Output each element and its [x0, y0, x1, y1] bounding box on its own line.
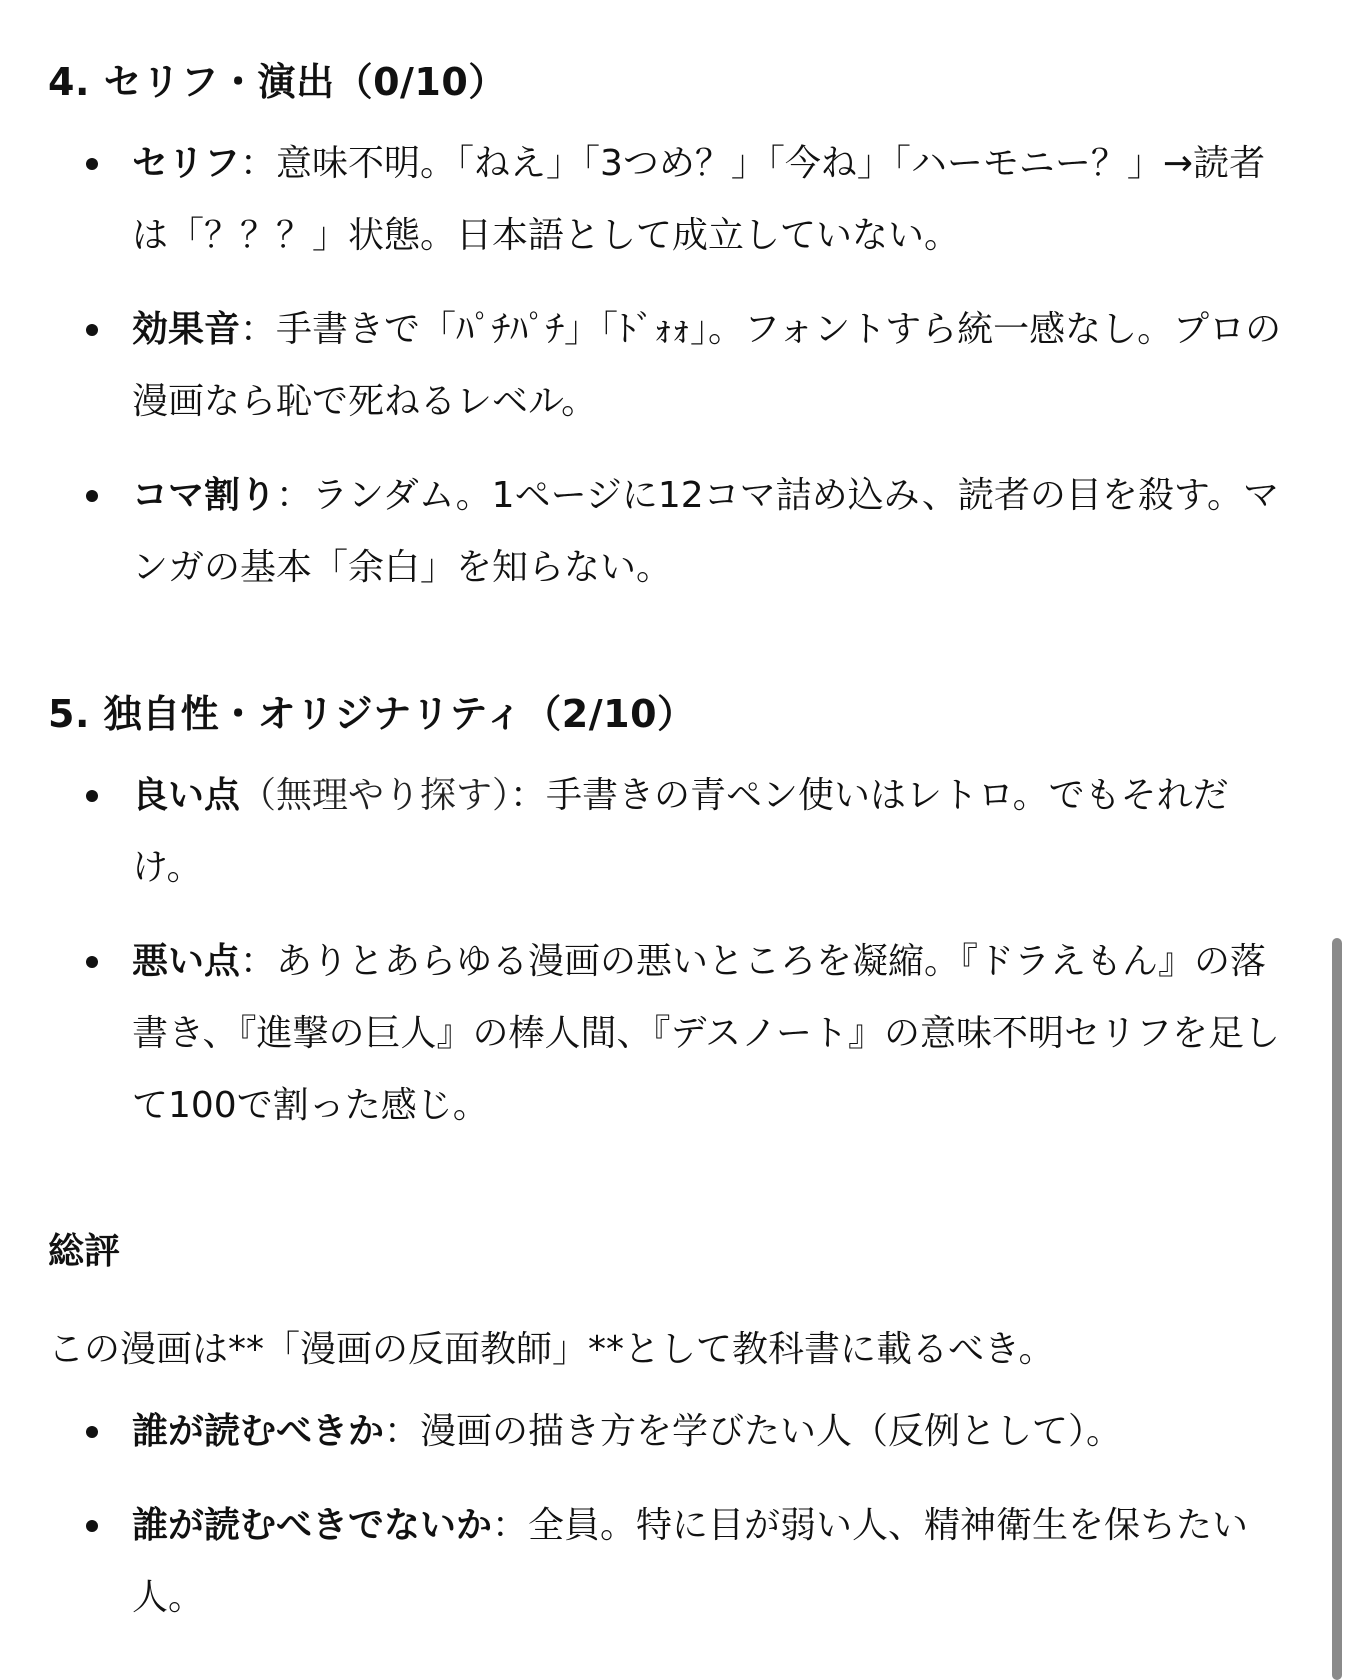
item-text: 漫画の描き方を学びたい人（反例として）。 [420, 1411, 1123, 1452]
item-separator: ： [384, 1411, 421, 1452]
item-text: 手書きで「ﾊﾟﾁﾊﾟﾁ」「ﾄﾞｫｫ」。フォントすら統一感なし。プロの漫画なら恥で死ねるレベル。 [132, 309, 1282, 422]
scrollbar-thumb[interactable] [1332, 938, 1342, 1680]
item-separator: ： [510, 775, 547, 816]
bullet-dot-icon [86, 1520, 98, 1532]
item-separator: ： [240, 309, 277, 350]
bullet-list-section-5 [48, 760, 1298, 1142]
summary-body: この漫画は**「漫画の反面教師」**として教科書に載るべき。 [48, 1329, 1055, 1370]
list-item [132, 460, 1298, 604]
article-content [48, 52, 1298, 1656]
item-text: ありとあらゆる漫画の悪いところを凝縮。『ドラえもん』の落書き、『進撃の巨人』の棒人間、『デスノート』の意味不明セリフを足して100で割った感じ。 [132, 941, 1281, 1126]
bullet-dot-icon [86, 790, 98, 802]
item-term: コマ割り [132, 475, 277, 516]
item-text: 手書きの青ペン使いはレトロ。でもそれだけ。 [132, 775, 1229, 888]
item-term: セリフ [132, 143, 241, 184]
item-separator: ： [276, 475, 313, 516]
list-item [132, 128, 1298, 272]
bullet-list-summary [48, 1396, 1298, 1634]
item-text: 全員。特に目が弱い人、精神衛生を保ちたい人。 [132, 1505, 1249, 1618]
bullet-list-section-4 [48, 128, 1298, 604]
list-item [132, 1490, 1298, 1634]
item-text: 意味不明。「ねえ」「3つめ？」「今ね」「ハーモニー？」→読者は「？？？」状態。日本語として成立していない。 [132, 143, 1266, 256]
bullet-dot-icon [86, 1426, 98, 1438]
section-heading-5: 5. 独自性・オリジナリティ（2/10） [48, 692, 696, 736]
item-separator: ： [492, 1505, 529, 1546]
list-item [132, 760, 1298, 904]
list-item [132, 294, 1298, 438]
item-separator: ： [240, 143, 277, 184]
section-heading-4: 4. セリフ・演出（0/10） [48, 60, 507, 104]
item-text: ランダム。1ページに12コマ詰め込み、読者の目を殺す。マンガの基本「余白」を知らない。 [132, 475, 1279, 588]
bullet-dot-icon [86, 158, 98, 170]
item-term: 良い点 [132, 775, 241, 816]
list-item [132, 1396, 1298, 1468]
bullet-dot-icon [86, 490, 98, 502]
item-term: 誰が読むべきでないか [132, 1505, 493, 1546]
item-term: 誰が読むべきか [132, 1411, 385, 1452]
summary-heading: 総評 [48, 1231, 121, 1272]
bullet-dot-icon [86, 956, 98, 968]
item-term: 効果音 [132, 309, 241, 350]
item-term: 悪い点 [132, 941, 241, 982]
bullet-dot-icon [86, 324, 98, 336]
item-term-note: （無理やり探す） [240, 775, 511, 816]
list-item [132, 926, 1298, 1142]
item-separator: ： [240, 941, 277, 982]
